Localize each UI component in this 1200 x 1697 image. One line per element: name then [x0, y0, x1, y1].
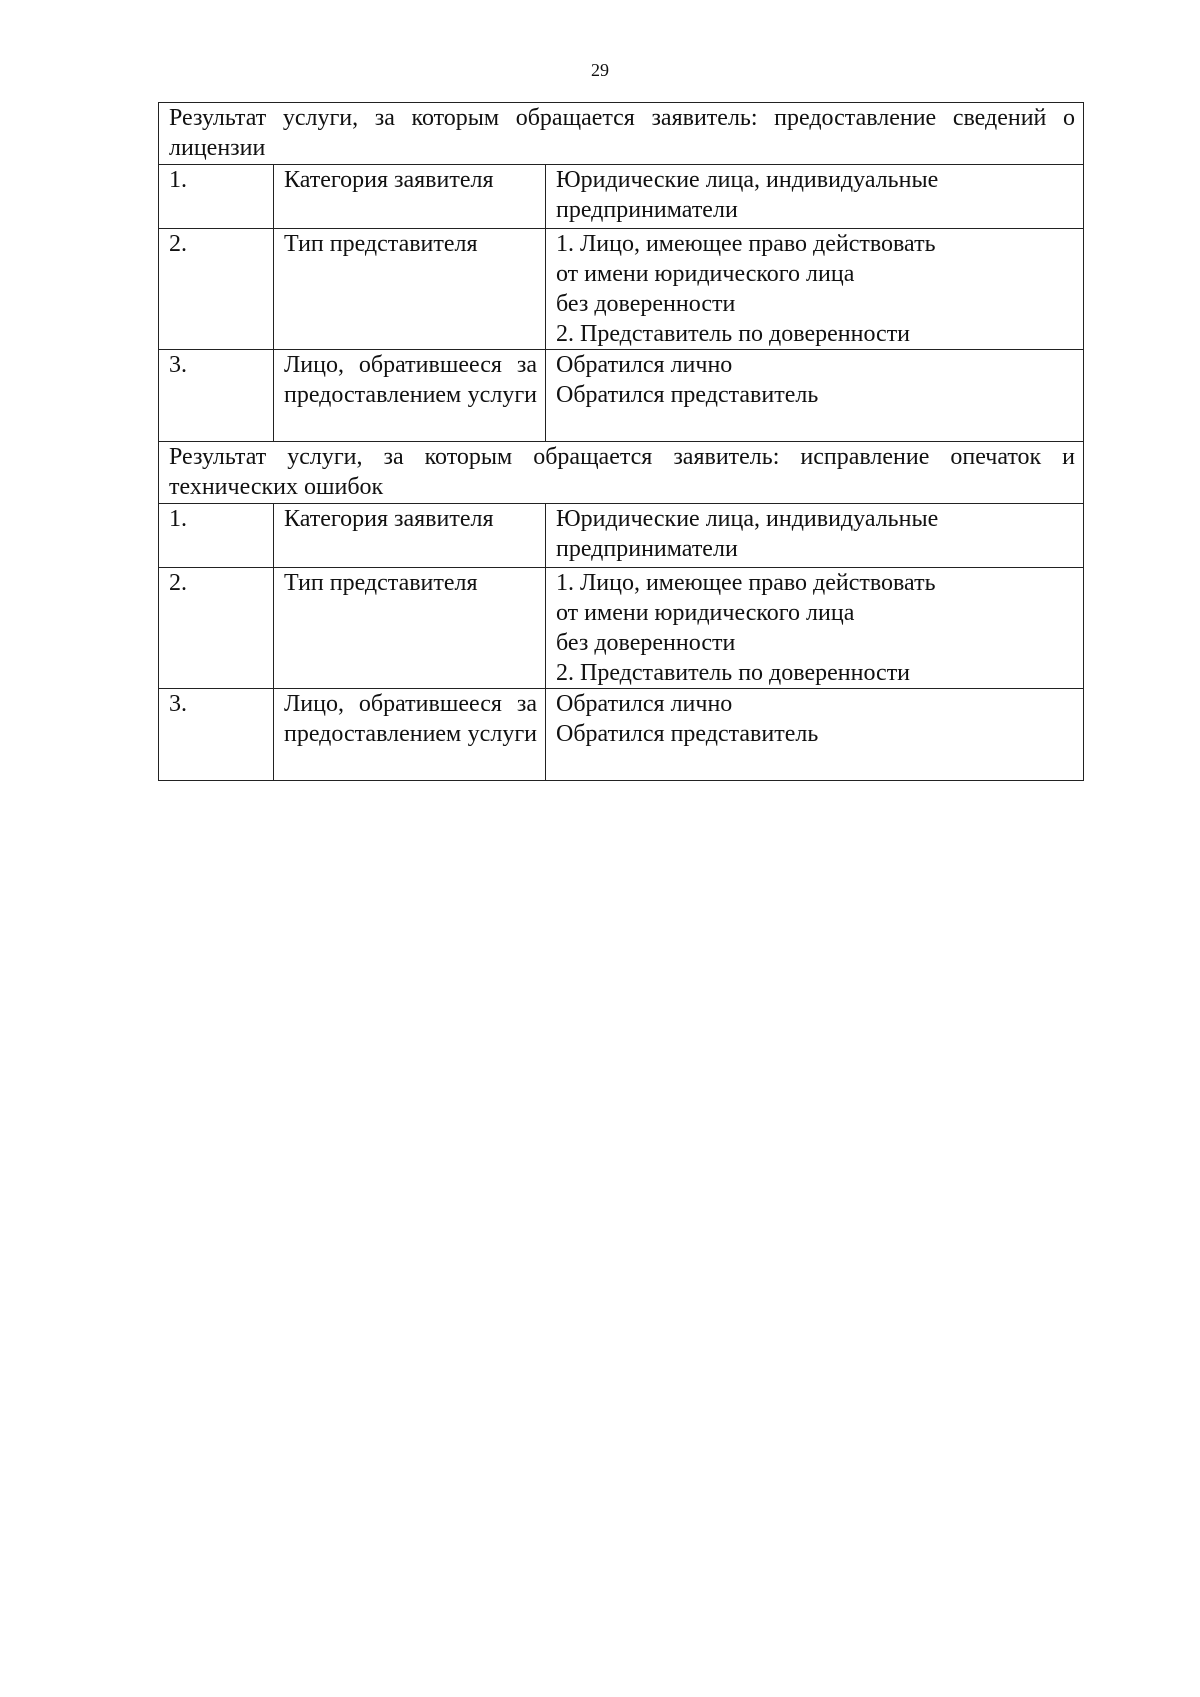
service-result-table: [158, 102, 1084, 781]
row-number: 2.: [159, 229, 274, 350]
row-number: 3.: [159, 350, 274, 442]
row-label: Категория заявителя: [274, 504, 546, 568]
section-title: Результат услуги, за которым обращается заявитель: исправление опечаток и технических ошибок: [159, 442, 1084, 504]
table-row: [159, 689, 1084, 781]
table-row: [159, 165, 1084, 229]
value-line: от имени юридического лица: [556, 261, 855, 287]
value-line: 1. Лицо, имеющее право действовать: [556, 231, 936, 257]
row-value: [546, 229, 1084, 350]
row-label: Категория заявителя: [274, 165, 546, 229]
value-line: предприниматели: [556, 197, 738, 223]
value-line: 2. Представитель по доверенности: [556, 321, 911, 347]
row-value: [546, 689, 1084, 781]
table-row: [159, 504, 1084, 568]
row-number: 3.: [159, 689, 274, 781]
table-row: [159, 568, 1084, 689]
section-title: Результат услуги, за которым обращается заявитель: предоставление сведений о лицензии: [159, 103, 1084, 165]
section-header-row: [159, 442, 1084, 504]
row-value: [546, 350, 1084, 442]
row-label: Лицо, обратившееся за предоставлением услуги: [274, 689, 546, 781]
table-row: [159, 229, 1084, 350]
value-line: Юридические лица, индивидуальные: [556, 167, 939, 193]
page-number: 29: [591, 60, 609, 80]
row-value: [546, 165, 1084, 229]
value-line: без доверенности: [556, 630, 736, 656]
section-header-row: [159, 103, 1084, 165]
value-line: без доверенности: [556, 291, 736, 317]
row-value: [546, 568, 1084, 689]
value-line: предприниматели: [556, 536, 738, 562]
row-label: Тип представителя: [274, 229, 546, 350]
table-row: [159, 350, 1084, 442]
value-line: Обратился представитель: [556, 721, 819, 747]
row-number: 2.: [159, 568, 274, 689]
value-line: Юридические лица, индивидуальные: [556, 506, 939, 532]
value-line: 1. Лицо, имеющее право действовать: [556, 570, 936, 596]
value-line: от имени юридического лица: [556, 600, 855, 626]
value-line: Обратился лично: [556, 691, 733, 717]
row-number: 1.: [159, 504, 274, 568]
value-line: 2. Представитель по доверенности: [556, 660, 911, 686]
row-label: Лицо, обратившееся за предоставлением услуги: [274, 350, 546, 442]
row-label: Тип представителя: [274, 568, 546, 689]
value-line: Обратился представитель: [556, 382, 819, 408]
row-number: 1.: [159, 165, 274, 229]
row-value: [546, 504, 1084, 568]
value-line: Обратился лично: [556, 352, 733, 378]
